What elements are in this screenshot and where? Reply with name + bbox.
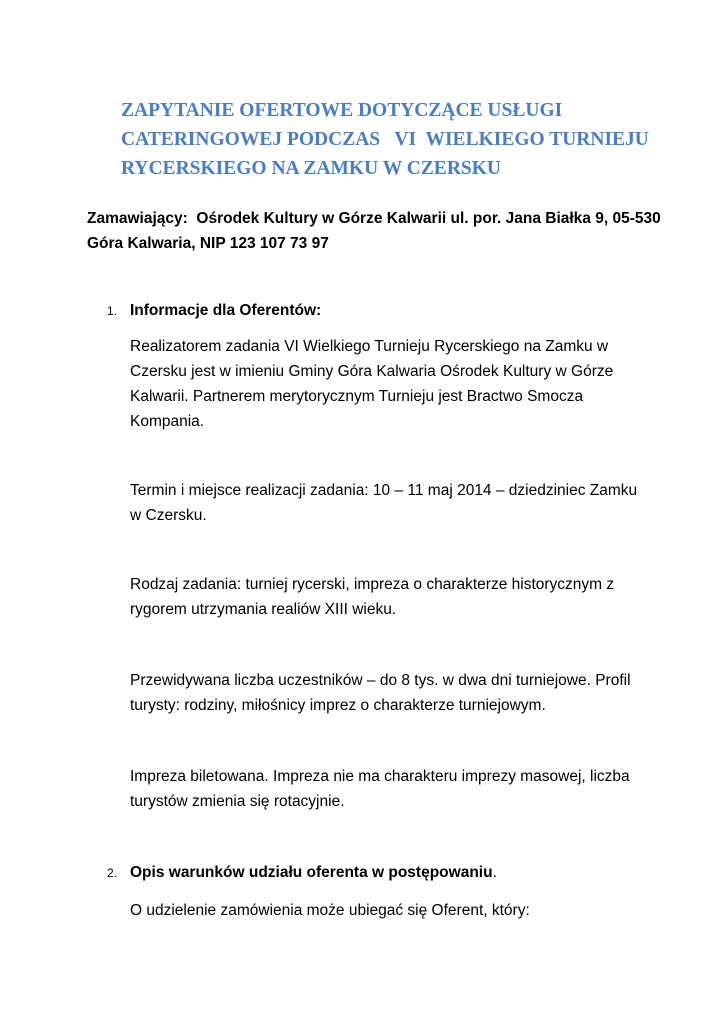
paragraph-line: turysty: rodziny, miłośnicy imprez o charakterze turniejowym. <box>130 697 546 714</box>
paragraph <box>130 334 650 434</box>
paragraph-line: Przewidywana liczba uczestników – do 8 tys. w dwa dni turniejowe. Profil <box>130 672 631 689</box>
paragraph <box>130 668 650 718</box>
section-number: 2. <box>107 866 118 880</box>
paragraph-line: Rodzaj zadania: turniej rycerski, impreza o charakterze historycznym z <box>130 576 615 593</box>
ordering-party-line: Zamawiający: Ośrodek Kultury w Górze Kalwarii ul. por. Jana Białka 9, 05-530 <box>87 210 661 227</box>
title-line: ZAPYTANIE OFERTOWE DOTYCZĄCE USŁUGI <box>121 100 563 121</box>
paragraph-line: Czersku jest w imieniu Gminy Góra Kalwaria Ośrodek Kultury w Górze <box>130 363 614 380</box>
paragraph-line: Kompania. <box>130 413 205 430</box>
section-title: Opis warunków udziału oferenta w postępowaniu <box>130 864 493 881</box>
paragraph-line: w Czersku. <box>130 507 207 524</box>
section-1-heading <box>107 298 667 324</box>
document-title <box>121 96 649 183</box>
section-title-period: . <box>492 864 497 881</box>
paragraph <box>130 764 650 814</box>
paragraph-line: Impreza biletowana. Impreza nie ma charakteru imprezy masowej, liczba <box>130 768 630 785</box>
paragraph-line: turystów zmienia się rotacyjnie. <box>130 793 345 810</box>
section-2-heading <box>107 860 667 886</box>
paragraph-line: rygorem utrzymania realiów XIII wieku. <box>130 601 397 618</box>
title-line: RYCERSKIEGO NA ZAMKU W CZERSKU <box>121 158 501 179</box>
section-number: 1. <box>107 304 118 318</box>
paragraph <box>130 572 650 622</box>
paragraph-line: Kalwarii. Partnerem merytorycznym Turnieju jest Bractwo Smocza <box>130 388 584 405</box>
ordering-party-line: Góra Kalwaria, NIP 123 107 73 97 <box>87 235 329 252</box>
title-line: CATERINGOWEJ PODCZAS VI WIELKIEGO TURNIEJU <box>121 129 649 150</box>
paragraph <box>130 898 650 923</box>
paragraph-line: Termin i miejsce realizacji zadania: 10 – 11 maj 2014 – dziedziniec Zamku <box>130 482 638 499</box>
ordering-party <box>87 206 667 256</box>
paragraph-line: Realizatorem zadania VI Wielkiego Turnieju Rycerskiego na Zamku w <box>130 338 609 355</box>
paragraph <box>130 478 650 528</box>
section-title: Informacje dla Oferentów: <box>130 302 322 319</box>
paragraph-line: O udzielenie zamówienia może ubiegać się Oferent, który: <box>130 902 530 919</box>
